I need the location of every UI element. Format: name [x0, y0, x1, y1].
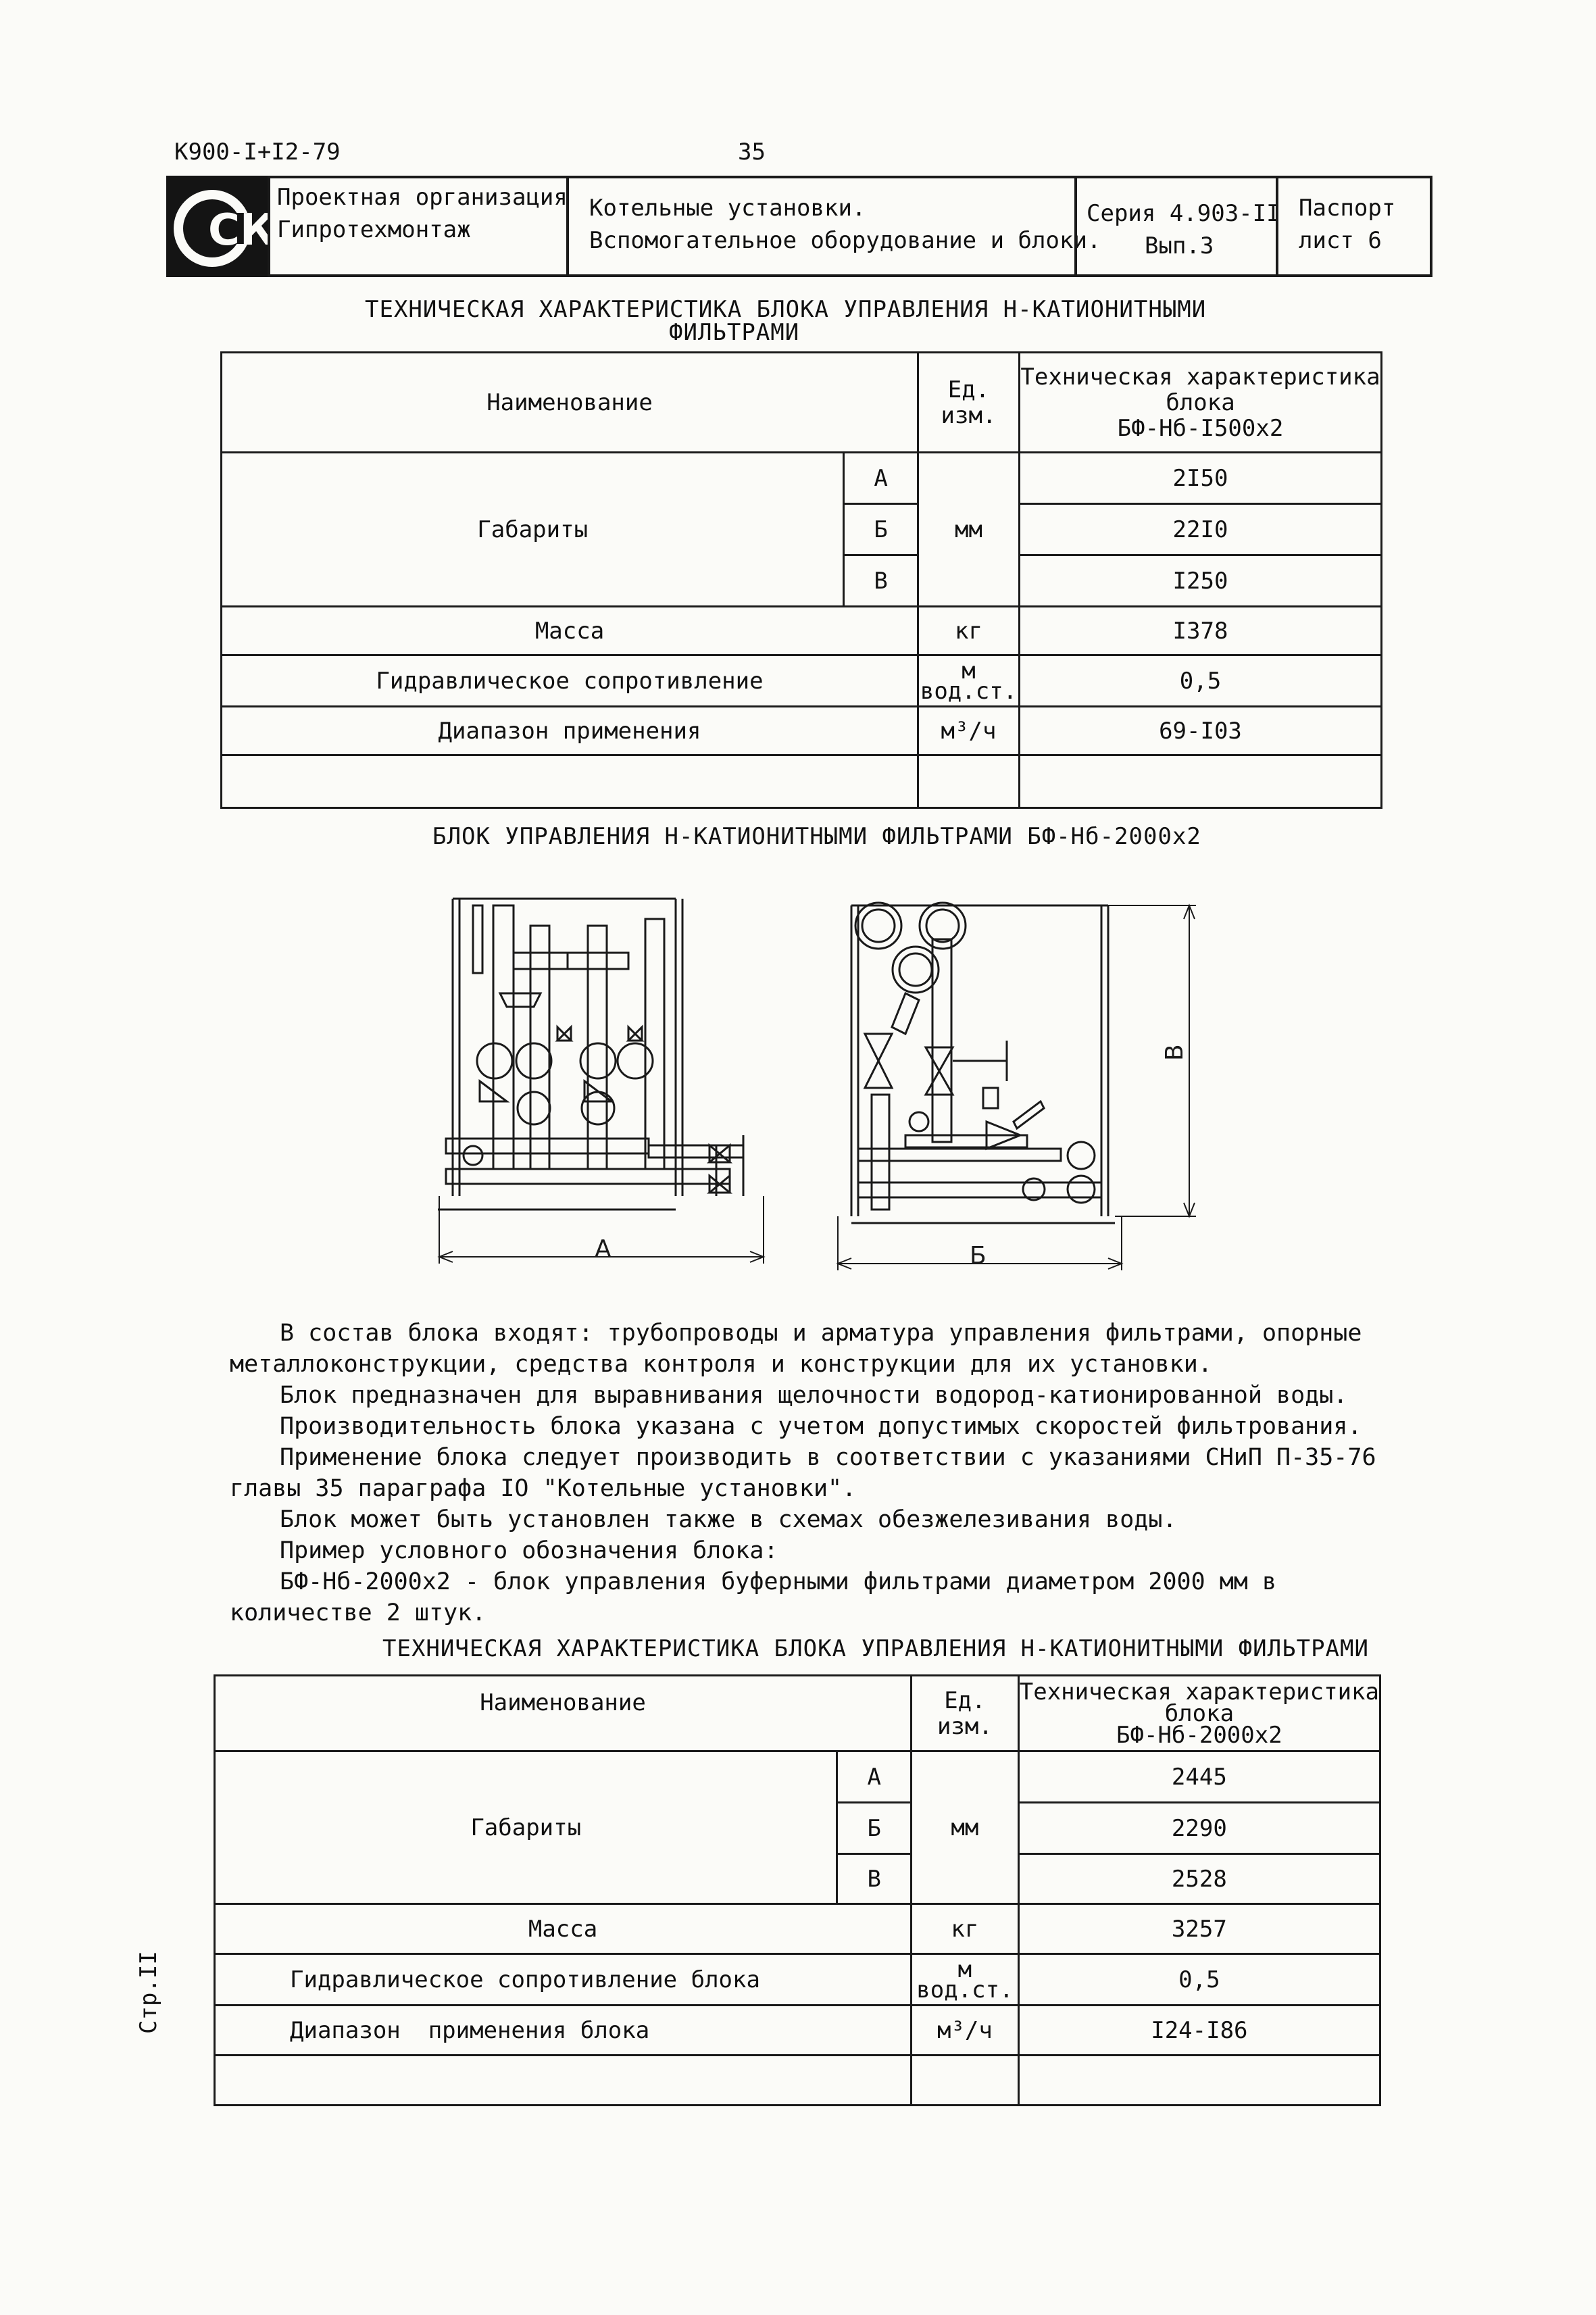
t2-dim-a: А [837, 1751, 912, 1803]
t1-head-spec-1: Техническая характеристика [1020, 363, 1380, 391]
t1-val-v: I250 [1019, 555, 1381, 607]
t1-unit-flow: м³/ч [918, 707, 1020, 755]
para-1-line-1: В состав блока входят: трубопроводы и арматура управления фильтрами, опорные [280, 1320, 1362, 1347]
t2-unit-mm: мм [912, 1751, 1019, 1904]
t1-dim-v: В [844, 555, 918, 607]
t1-dim-b: Б [844, 504, 918, 555]
t2-head-spec-3: БФ-Нб-2000х2 [1116, 1721, 1282, 1749]
t2-unit-flow: м³/ч [912, 2006, 1019, 2056]
title-line-2: Вспомогательное оборудование и блоки. [589, 227, 1101, 254]
para-1-line-2: металлоконструкции, средства контроля и конструкции для их установки. [230, 1351, 1212, 1378]
table2 [214, 1674, 1381, 2106]
t1-head-unit [918, 353, 1020, 453]
t2-head-spec-1: Техническая характеристика [1019, 1678, 1379, 1706]
t1-val-b: 22I0 [1019, 504, 1381, 555]
t2-val-hydro: 0,5 [1018, 1954, 1380, 2006]
t1-empty-name [222, 755, 918, 808]
t2-val-b: 2290 [1018, 1803, 1380, 1854]
series-line-2: Вып.3 [1145, 232, 1214, 259]
t2-unit-kg: кг [912, 1904, 1019, 1954]
t2-val-range: I24-I86 [1018, 2006, 1380, 2056]
t2-unit-vod-text: вод.ст. [916, 1976, 1014, 2003]
t2-gabarity: Габариты [215, 1751, 837, 1904]
t2-val-mass: 3257 [1018, 1904, 1380, 1954]
table1-title-1: ТЕХНИЧЕСКАЯ ХАРАКТЕРИСТИКА БЛОКА УПРАВЛЕНИЯ Н-КАТИОНИТНЫМИ [365, 296, 1207, 323]
t2-mass: Масса [215, 1904, 912, 1954]
dim-label-b: Б [970, 1242, 987, 1270]
para-6: Пример условного обозначения блока: [280, 1537, 778, 1564]
page-number: 35 [738, 139, 766, 166]
para-7-line-2: количестве 2 штук. [230, 1599, 487, 1626]
passport-line-1: Паспорт [1299, 195, 1396, 222]
para-7-line-1: БФ-Нб-2000х2 - блок управления буферными фильтрами диаметром 2000 мм в [280, 1568, 1277, 1595]
t1-dim-a: А [844, 453, 918, 504]
t1-unit-kg: кг [918, 607, 1020, 655]
series-cell [1074, 176, 1278, 277]
t2-unit-m: м [957, 1956, 972, 1983]
t2-empty-val [1018, 2056, 1380, 2106]
t1-val-range: 69-I03 [1019, 707, 1381, 755]
t2-empty-name [215, 2056, 912, 2106]
t1-head-spec-3: БФ-Нб-I500х2 [1117, 414, 1284, 442]
t2-head-name: Наименование [215, 1676, 912, 1751]
table1 [220, 351, 1382, 809]
t1-unit-vod [918, 655, 1020, 707]
logo [166, 176, 306, 277]
t2-unit-vod [912, 1954, 1019, 2006]
t2-head-unit-2: изм. [937, 1712, 993, 1740]
t1-unit-mm: мм [918, 453, 1020, 607]
table1-title-2: ФИЛЬТРАМИ [669, 319, 800, 346]
t1-hydro: Гидравлическое сопротивление [222, 655, 918, 707]
para-4-line-1: Применение блока следует производить в соответствии с указаниями СНиП П-35-76 [280, 1444, 1376, 1471]
org-name: Гипротехмонтаж [277, 216, 471, 243]
t1-head-name: Наименование [222, 353, 918, 453]
logo-text: СКЗ [208, 205, 306, 255]
title-cell [566, 176, 1101, 277]
t1-head-spec [1019, 353, 1381, 453]
title-line-1: Котельные установки. [589, 195, 866, 222]
org-cell [268, 176, 569, 277]
series-line-1: Серия 4.903-II [1087, 200, 1280, 227]
t2-val-a: 2445 [1018, 1751, 1380, 1803]
table2-title: ТЕХНИЧЕСКАЯ ХАРАКТЕРИСТИКА БЛОКА УПРАВЛЕНИЯ Н-КАТИОНИТНЫМИ ФИЛЬТРАМИ [382, 1635, 1369, 1662]
t1-gabarity: Габариты [222, 453, 844, 607]
t2-hydro: Гидравлическое сопротивление блока [215, 1954, 912, 2006]
t2-head-unit-1: Ед. [944, 1687, 986, 1714]
side-view [838, 903, 1196, 1270]
para-3: Производительность блока указана с учетом допустимых скоростей фильтрования. [280, 1413, 1362, 1440]
t2-head-spec [1018, 1676, 1380, 1751]
t1-range: Диапазон применения [222, 707, 918, 755]
technical-drawing [432, 878, 1216, 1284]
t1-val-mass: I378 [1019, 607, 1381, 655]
passport-cell [1276, 176, 1432, 277]
t1-unit-vod-text: вод.ст. [920, 677, 1018, 705]
t2-dim-b: Б [837, 1803, 912, 1854]
dim-label-a: А [595, 1235, 612, 1263]
org-label: Проектная организация [277, 184, 568, 211]
t1-val-a: 2I50 [1019, 453, 1381, 504]
t1-head-unit-1: Ед. [947, 376, 990, 403]
doc-code: К900-I+I2-79 [174, 139, 341, 166]
t2-val-v: 2528 [1018, 1854, 1380, 1904]
t1-head-unit-2: изм. [941, 401, 997, 429]
para-4-line-2: главы 35 параграфа IO "Котельные установки". [230, 1475, 857, 1502]
drawing-title: БЛОК УПРАВЛЕНИЯ Н-КАТИОНИТНЫМИ ФИЛЬТРАМИ БФ-Нб-2000х2 [432, 823, 1201, 850]
t1-empty-val [1019, 755, 1381, 808]
para-5: Блок может быть установлен также в схемах обезжелезивания воды. [280, 1506, 1177, 1533]
t1-head-spec-2: блока [1166, 389, 1235, 416]
t2-dim-v: В [837, 1854, 912, 1904]
t2-head-unit [912, 1676, 1019, 1751]
passport-line-2: лист 6 [1299, 227, 1382, 254]
t2-empty-unit [912, 2056, 1019, 2106]
t1-mass: Масса [222, 607, 918, 655]
front-view [438, 899, 764, 1264]
t1-unit-m: м [962, 657, 976, 684]
t2-head-spec-2: блока [1164, 1699, 1235, 1727]
t1-empty-unit [918, 755, 1020, 808]
t1-val-hydro: 0,5 [1019, 655, 1381, 707]
t2-range: Диапазон применения блока [215, 2006, 912, 2056]
side-page-label: Стр.II [135, 1951, 162, 2034]
dim-label-v: В [1161, 1044, 1189, 1061]
para-2: Блок предназначен для выравнивания щелочности водород-катионированной воды. [280, 1382, 1348, 1409]
